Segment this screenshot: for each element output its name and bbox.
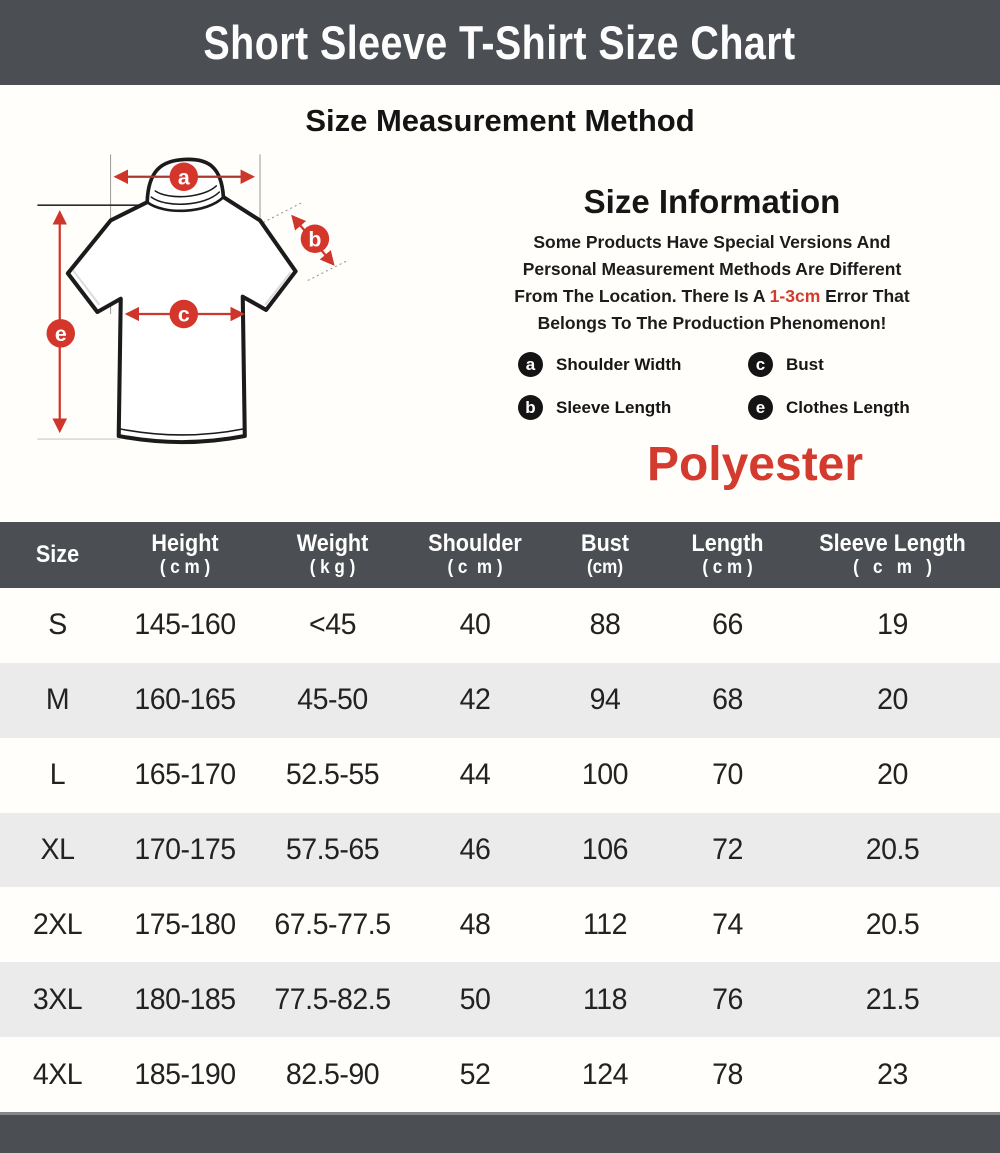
table-cell: 50 — [459, 982, 491, 1016]
column-header-weight — [263, 531, 403, 579]
size-information-segment: Belongs To The Production Phenomenon! — [537, 313, 887, 333]
guide-sleeve-bottom — [308, 260, 349, 280]
table-cell: 70 — [712, 758, 743, 792]
size-cell: XL — [40, 833, 75, 866]
table-cell: 124 — [581, 1057, 629, 1091]
legend-label: Clothes Length — [786, 397, 910, 417]
table-body — [0, 588, 1000, 1112]
legend-item-a — [518, 352, 748, 377]
page-title: Short Sleeve T-Shirt Size Chart — [203, 16, 797, 69]
column-header-unit: ( c m ) — [853, 557, 932, 579]
table-cell: 74 — [712, 907, 743, 941]
footer-bar — [0, 1112, 1000, 1153]
column-header-unit: ( c m ) — [447, 557, 503, 579]
table-header-row — [0, 522, 1000, 588]
error-range-highlight: 1-3cm — [769, 286, 821, 306]
table-cell: 82.5-90 — [285, 1057, 380, 1091]
table-cell: 118 — [582, 982, 627, 1016]
size-information-line — [438, 229, 986, 256]
column-header-label: Weight — [296, 529, 369, 557]
column-header-sleeve_length — [796, 531, 990, 579]
table-cell: 112 — [582, 907, 627, 941]
title-bar — [0, 0, 1000, 85]
column-header-label: Shoulder — [428, 529, 522, 557]
size-table — [0, 522, 1000, 1153]
size-cell: 4XL — [32, 1057, 83, 1091]
size-information-line — [438, 256, 986, 283]
table-row-3XL — [0, 962, 1000, 1037]
table-cell: 88 — [589, 608, 621, 642]
marker-c — [170, 300, 198, 328]
table-cell: 94 — [589, 683, 621, 717]
size-information-line — [438, 310, 986, 337]
size-information-segment: From The Location. There Is A — [514, 286, 770, 306]
table-cell: 52.5-55 — [285, 758, 380, 792]
size-information-line — [438, 283, 986, 310]
marker-b — [301, 225, 329, 253]
legend-label: Shoulder Width — [556, 354, 682, 374]
size-cell: S — [48, 608, 67, 642]
table-cell: 46 — [459, 833, 491, 866]
svg-text:b: b — [308, 227, 322, 252]
tshirt-diagram-svg — [14, 146, 380, 482]
marker-a — [170, 163, 198, 191]
table-cell: 170-175 — [134, 833, 236, 866]
table-row-4XL — [0, 1037, 1000, 1112]
table-cell: 106 — [581, 833, 629, 866]
table-cell: 20.5 — [865, 907, 920, 941]
size-information-segment: Personal Measurement Methods Are Different — [522, 259, 902, 279]
guide-sleeve-top — [263, 202, 303, 222]
table-cell: 21.5 — [865, 982, 920, 1016]
table-cell: 145-160 — [134, 608, 236, 642]
legend-item-b — [518, 395, 748, 420]
table-cell: 76 — [712, 982, 743, 1016]
legend-badge-c-icon: c — [748, 352, 773, 377]
column-header-unit: ( c m ) — [159, 557, 211, 579]
table-cell: 77.5-82.5 — [274, 982, 391, 1016]
table-cell: 180-185 — [134, 982, 236, 1016]
column-header-height — [122, 531, 248, 579]
size-cell: 2XL — [32, 907, 83, 941]
table-cell: 20.5 — [865, 833, 920, 866]
legend-label: Sleeve Length — [556, 397, 672, 417]
table-cell: 72 — [712, 833, 743, 866]
table-cell: 19 — [877, 608, 908, 642]
column-header-label: Sleeve Length — [819, 529, 966, 557]
size-cell: L — [49, 758, 66, 792]
size-cell: M — [45, 683, 70, 717]
table-cell: 42 — [459, 683, 491, 717]
table-cell: 45-50 — [297, 683, 368, 717]
tshirt-measurement-diagram — [14, 146, 380, 482]
material-label: Polyester — [646, 438, 864, 491]
table-row-2XL — [0, 887, 1000, 962]
legend-item-e — [748, 395, 986, 420]
size-information-section — [438, 183, 986, 420]
table-cell: 67.5-77.5 — [274, 907, 391, 941]
column-header-unit: ( c m ) — [702, 557, 753, 579]
size-information-title: Size Information — [583, 183, 841, 220]
column-header-shoulder — [417, 531, 534, 579]
table-cell: 175-180 — [134, 907, 236, 941]
table-cell: 68 — [712, 683, 743, 717]
legend-item-c — [748, 352, 986, 377]
table-cell: 23 — [877, 1057, 908, 1091]
table-row-L — [0, 738, 1000, 813]
column-header-size — [6, 542, 110, 568]
table-cell: 44 — [459, 758, 491, 792]
column-header-bust — [547, 531, 664, 579]
size-information-segment: Error That — [820, 286, 910, 306]
measurement-method-title: Size Measurement Method — [305, 103, 695, 138]
svg-text:a: a — [177, 165, 190, 190]
table-cell: 52 — [459, 1057, 491, 1091]
column-header-label: Bust — [580, 529, 630, 557]
marker-e — [47, 319, 75, 347]
size-information-segment: Some Products Have Special Versions And — [533, 232, 891, 252]
column-header-length — [676, 531, 780, 579]
legend-badge-b-icon: b — [518, 395, 543, 420]
table-cell: 185-190 — [134, 1057, 236, 1091]
table-cell: 20 — [877, 758, 908, 792]
table-cell: 165-170 — [134, 758, 236, 792]
table-row-M — [0, 663, 1000, 738]
table-cell: 57.5-65 — [285, 833, 380, 866]
table-cell: 160-165 — [134, 683, 236, 717]
size-cell: 3XL — [32, 982, 83, 1016]
table-cell: 78 — [712, 1057, 743, 1091]
table-row-S — [0, 588, 1000, 663]
column-header-unit: (cm) — [586, 557, 624, 579]
legend-label: Bust — [786, 354, 824, 374]
table-cell: 48 — [459, 907, 491, 941]
column-header-label: Length — [691, 529, 764, 557]
column-header-label: Height — [151, 529, 219, 557]
column-header-unit: ( k g ) — [309, 557, 356, 579]
measurement-legend — [518, 352, 986, 420]
svg-text:c: c — [177, 302, 190, 327]
svg-text:e: e — [54, 321, 67, 346]
column-header-label: Size — [35, 540, 80, 568]
table-cell: 40 — [459, 608, 491, 642]
legend-badge-e-icon: e — [748, 395, 773, 420]
table-cell: 66 — [712, 608, 743, 642]
table-cell: <45 — [309, 608, 356, 642]
table-cell: 100 — [581, 758, 629, 792]
table-cell: 20 — [877, 683, 908, 717]
table-row-XL — [0, 813, 1000, 888]
legend-badge-a-icon: a — [518, 352, 543, 377]
size-information-text — [438, 229, 986, 337]
